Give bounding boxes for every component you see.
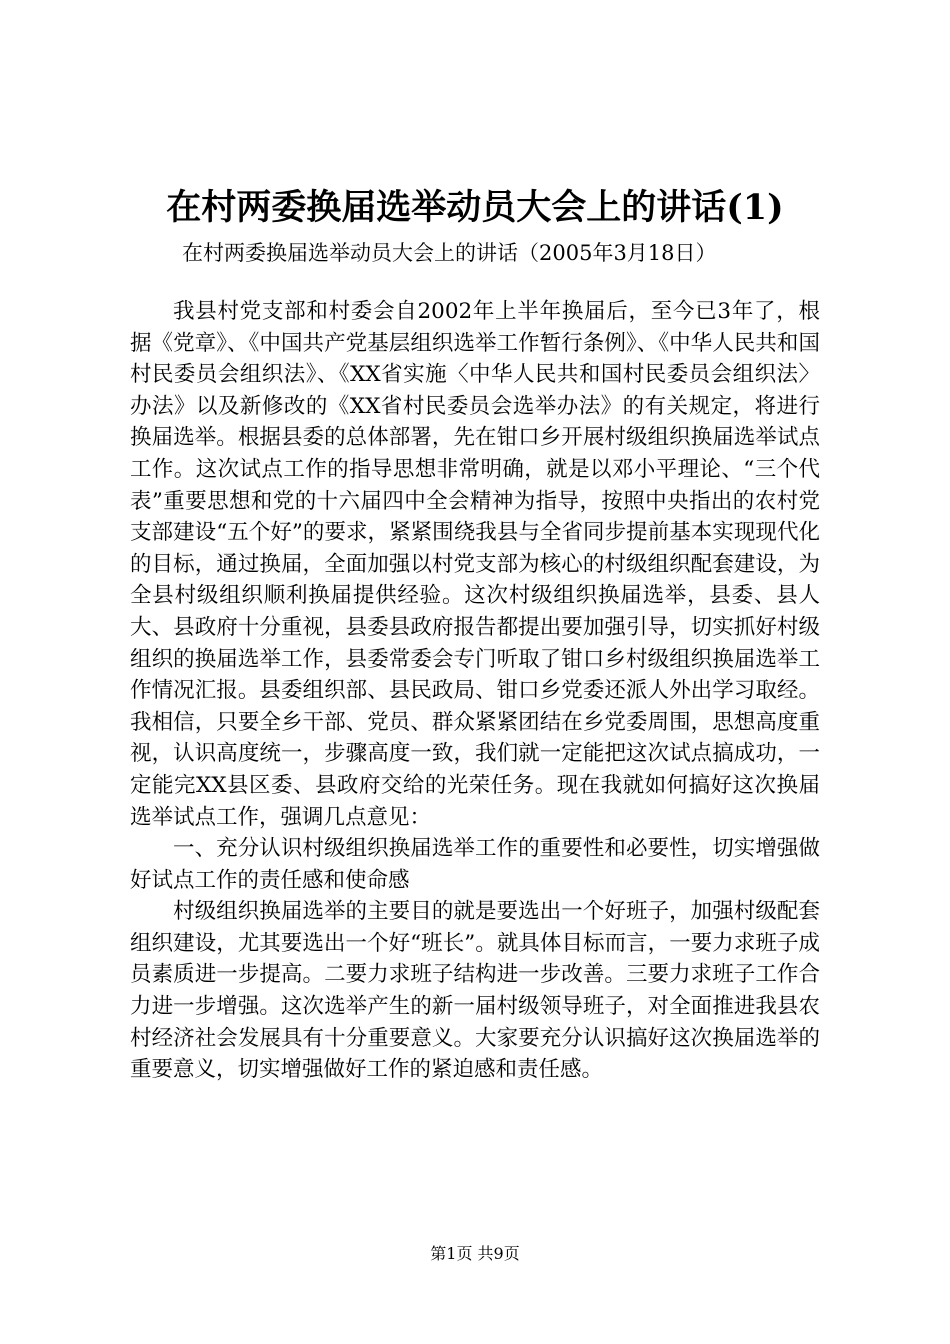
- section-heading: 一、充分认识村级组织换届选举工作的重要性和必要性，切实增强做好试点工作的责任感和使命感: [130, 836, 820, 893]
- document-subtitle: 在村两委换届选举动员大会上的讲话（2005年3月18日）: [182, 241, 717, 265]
- page-number: 第1页 共9页: [430, 1244, 520, 1263]
- paragraph: 村级组织换届选举的主要目的就是要选出一个好班子，加强村级配套组织建设，尤其要选出一个好“班长”。就具体目标而言，一要力求班子成员素质进一步提高。二要力求班子结构进一步改善。三要力求班子工作合力进一步增强。这次选举产生的新一届村级领导班子，对全面推进我县农村经济社会发展具有十分重要意义。大家要充分认识搞好这次换届选举的重要意义，切实增强做好工作的紧迫感和责任感。: [130, 899, 820, 1083]
- document-body: [130, 296, 820, 1086]
- paragraph: 我县村党支部和村委会自2002年上半年换届后，至今已3年了，根据《党章》、《中国共产党基层组织选举工作暂行条例》、《中华人民共和国村民委员会组织法》、《XX省实施〈中华人民共和国村民委员会组织法〉办法》以及新修改的《XX省村民委员会选举办法》的有关规定，将进行换届选举。根据县委的总体部署，先在钳口乡开展村级组织换届选举试点工作。这次试点工作的指导思想非常明确，就是以邓小平理论、“三个代表”重要思想和党的十六届四中全会精神为指导，按照中央指出的农村党支部建设“五个好”的要求，紧紧围绕我县与全省同步提前基本实现现代化的目标，通过换届，全面加强以村党支部为核心的村级组织配套建设，为全县村级组织顺利换届提供经验。这次村级组织换届选举，县委、县人大、县政府十分重视，县委县政府报告都提出要加强引导，切实抓好村级组织的换届选举工作，县委常委会专门听取了钳口乡村级组织换届选举工作情况汇报。县委组织部、县民政局、钳口乡党委还派人外出学习取经。我相信，只要全乡干部、党员、群众紧紧团结在乡党委周围，思想高度重视，认识高度统一，步骤高度一致，我们就一定能把这次试点搞成功，一定能完XX县区委、县政府交给的光荣任务。现在我就如何搞好这次换届选举试点工作，强调几点意见：: [130, 299, 820, 830]
- document-title: 在村两委换届选举动员大会上的讲话(1): [166, 187, 784, 228]
